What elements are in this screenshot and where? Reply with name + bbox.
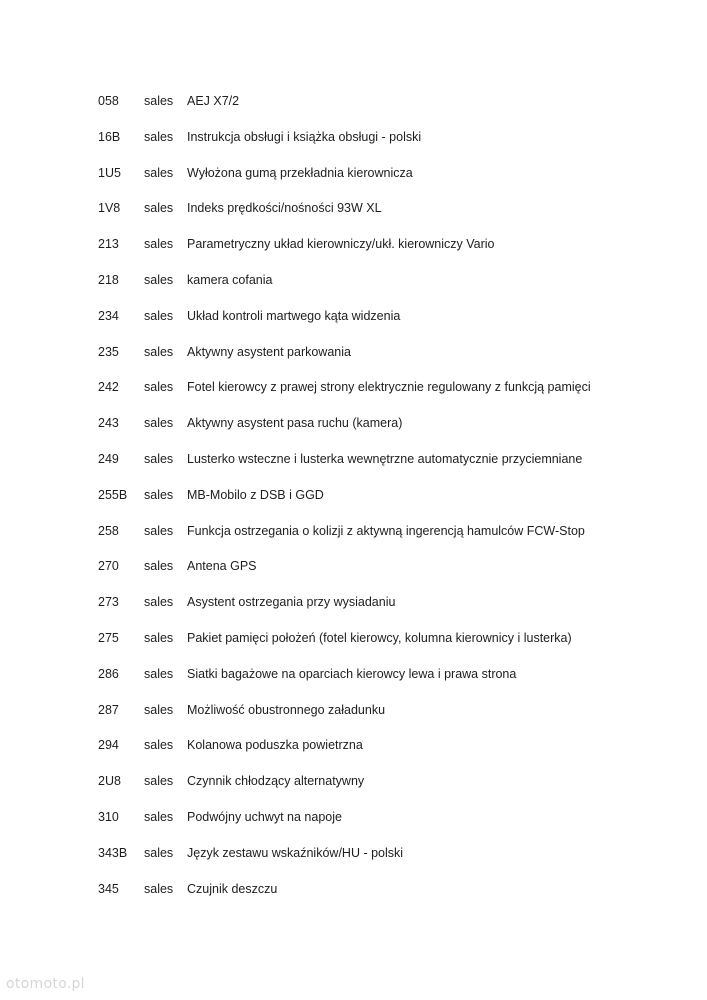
option-type: sales (144, 559, 174, 574)
option-code: 235 (98, 344, 119, 359)
option-description: Parametryczny układ kierowniczy/ukł. kierowniczy Vario (187, 237, 495, 252)
equipment-row (98, 880, 698, 916)
option-type: sales (144, 774, 174, 789)
equipment-row (98, 772, 698, 808)
option-description: Asystent ostrzegania przy wysiadaniu (187, 595, 396, 610)
option-description: Funkcja ostrzegania o kolizji z aktywną ingerencją hamulców FCW-Stop (187, 523, 585, 538)
option-description: Kolanowa poduszka powietrzna (187, 738, 363, 753)
equipment-row (98, 128, 698, 164)
option-code: 294 (98, 738, 119, 753)
option-code: 1V8 (98, 201, 121, 216)
option-description: Fotel kierowcy z prawej strony elektrycznie regulowany z funkcją pamięci (187, 380, 591, 395)
equipment-row (98, 844, 698, 880)
option-description: kamera cofania (187, 272, 273, 287)
equipment-row (98, 378, 698, 414)
option-type: sales (144, 666, 174, 681)
equipment-row (98, 164, 698, 200)
option-type: sales (144, 523, 174, 538)
option-code: 275 (98, 630, 119, 645)
option-type: sales (144, 201, 174, 216)
option-type: sales (144, 881, 174, 896)
option-code: 242 (98, 380, 119, 395)
option-description: Język zestawu wskaźników/HU - polski (187, 845, 404, 860)
option-description: Instrukcja obsługi i książka obsługi - polski (187, 129, 422, 144)
option-type: sales (144, 487, 174, 502)
option-type: sales (144, 344, 174, 359)
equipment-row (98, 414, 698, 450)
equipment-row (98, 486, 698, 522)
option-description: Czynnik chłodzący alternatywny (187, 774, 365, 789)
option-code: 255B (98, 487, 128, 502)
equipment-row (98, 92, 698, 128)
option-type: sales (144, 308, 174, 323)
equipment-row (98, 593, 698, 629)
option-code: 286 (98, 666, 119, 681)
option-description: AEJ X7/2 (187, 94, 240, 108)
option-code: 273 (98, 595, 119, 610)
option-type: sales (144, 165, 174, 180)
equipment-row (98, 450, 698, 486)
option-type: sales (144, 451, 174, 466)
watermark-logo: otomoto.pl (6, 976, 85, 992)
option-type: sales (144, 702, 174, 717)
equipment-row (98, 557, 698, 593)
option-description: Układ kontroli martwego kąta widzenia (187, 308, 401, 323)
option-description: Lusterko wsteczne i lusterka wewnętrzne automatycznie przyciemniane (187, 451, 583, 466)
option-code: 2U8 (98, 774, 121, 789)
option-description: Aktywny asystent pasa ruchu (kamera) (187, 416, 403, 431)
option-code: 218 (98, 272, 119, 287)
option-type: sales (144, 738, 174, 753)
option-code: 234 (98, 308, 119, 323)
option-description: Siatki bagażowe na oparciach kierowcy lewa i prawa strona (187, 666, 517, 681)
equipment-row (98, 271, 698, 307)
option-code: 213 (98, 237, 119, 252)
equipment-row (98, 701, 698, 737)
option-type: sales (144, 595, 174, 610)
equipment-row (98, 199, 698, 235)
option-code: 345 (98, 881, 119, 896)
option-code: 258 (98, 523, 119, 538)
option-type: sales (144, 809, 174, 824)
equipment-row (98, 808, 698, 844)
option-code: 16B (98, 129, 121, 144)
option-code: 243 (98, 416, 119, 431)
option-type: sales (144, 129, 174, 144)
option-code: 310 (98, 809, 119, 824)
option-code: 249 (98, 451, 119, 466)
equipment-row (98, 665, 698, 701)
option-type: sales (144, 94, 174, 108)
option-type: sales (144, 237, 174, 252)
option-description: Podwójny uchwyt na napoje (187, 809, 342, 824)
option-type: sales (144, 272, 174, 287)
option-type: sales (144, 845, 174, 860)
equipment-list (98, 92, 698, 915)
equipment-row (98, 522, 698, 558)
option-description: Czujnik deszczu (187, 881, 278, 896)
option-code: 343B (98, 845, 128, 860)
option-type: sales (144, 630, 174, 645)
option-code: 058 (98, 94, 119, 108)
option-description: MB-Mobilo z DSB i GGD (187, 487, 324, 502)
option-type: sales (144, 416, 174, 431)
equipment-row (98, 343, 698, 379)
option-description: Indeks prędkości/nośności 93W XL (187, 201, 382, 216)
option-code: 270 (98, 559, 119, 574)
option-type: sales (144, 380, 174, 395)
equipment-row (98, 736, 698, 772)
option-code: 287 (98, 702, 119, 717)
option-description: Pakiet pamięci położeń (fotel kierowcy, kolumna kierownicy i lusterka) (187, 630, 572, 645)
equipment-row (98, 629, 698, 665)
option-description: Możliwość obustronnego załadunku (187, 702, 386, 717)
option-code: 1U5 (98, 165, 121, 180)
equipment-row (98, 235, 698, 271)
equipment-row (98, 307, 698, 343)
option-description: Wyłożona gumą przekładnia kierownicza (187, 165, 413, 180)
option-description: Antena GPS (187, 559, 257, 574)
option-description: Aktywny asystent parkowania (187, 344, 351, 359)
